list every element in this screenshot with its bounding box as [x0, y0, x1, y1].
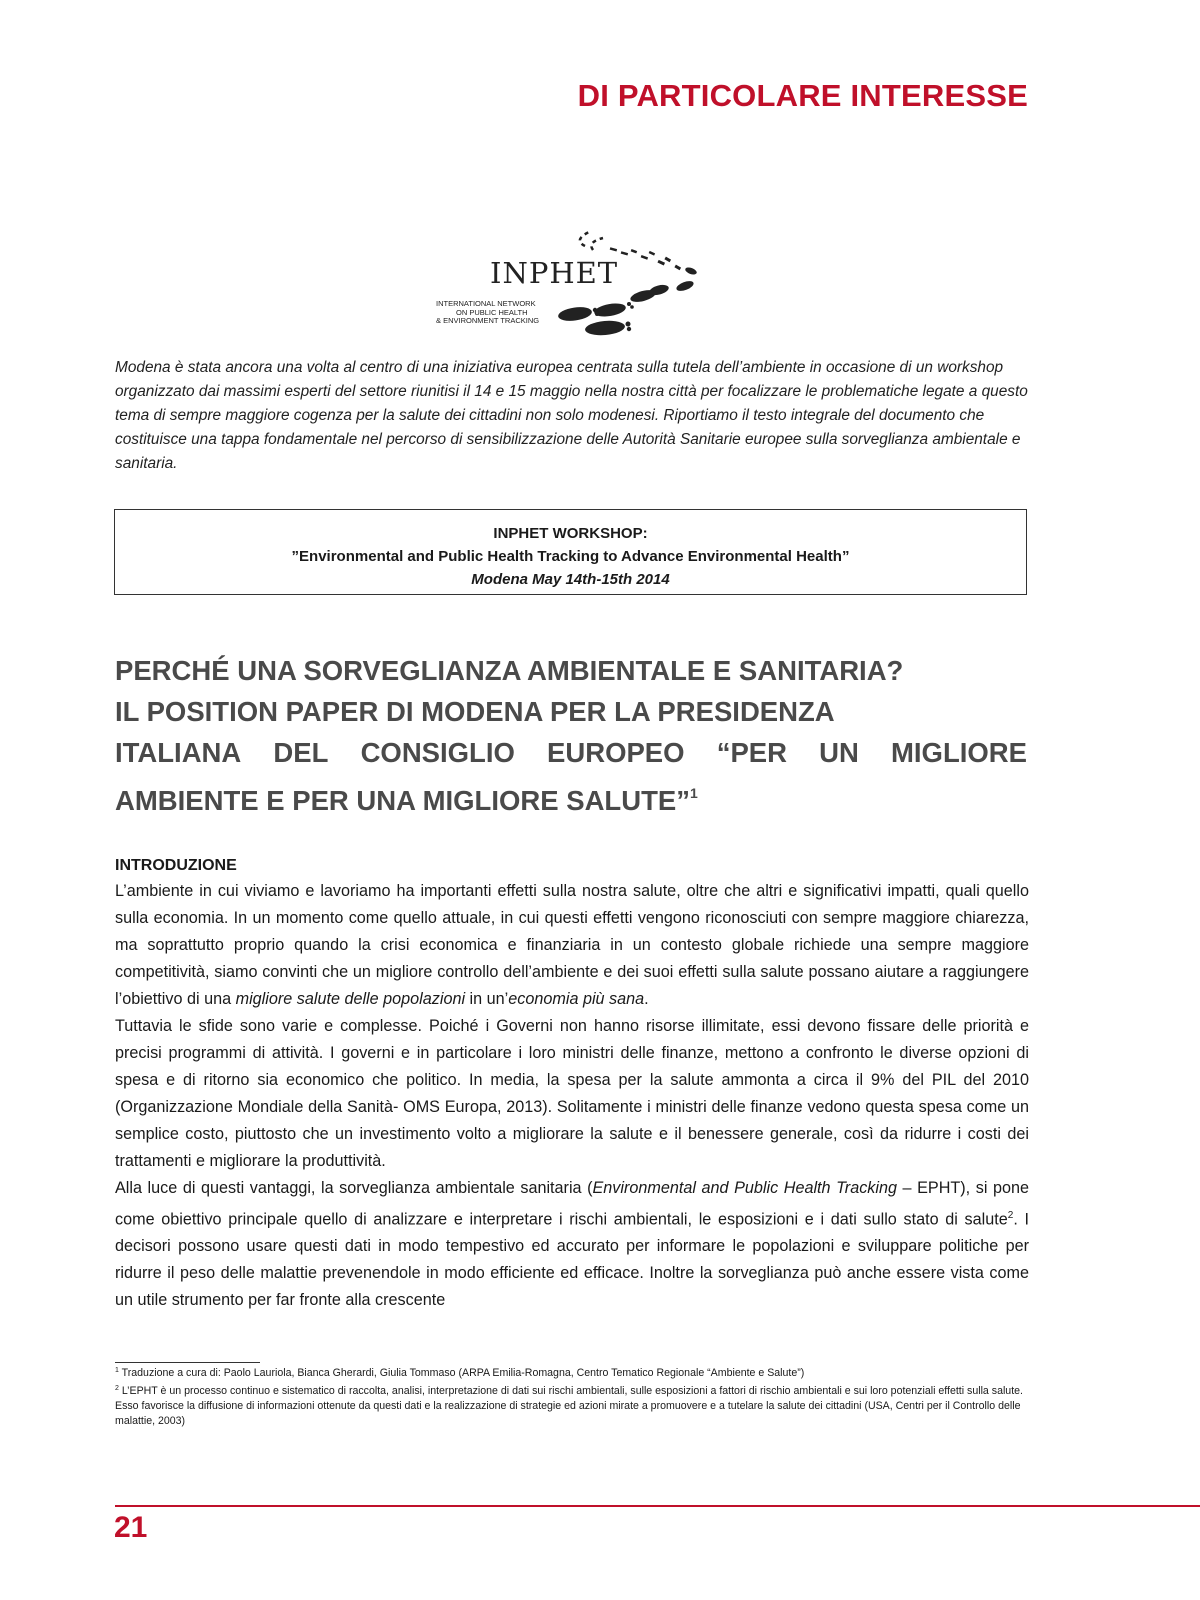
logo-subtitle: INTERNATIONAL NETWORK ON PUBLIC HEALTH & ENVIRONMENT TRACKING	[436, 299, 540, 325]
article-title	[115, 650, 1030, 821]
section-header: DI PARTICOLARE INTERESSE	[577, 78, 1028, 113]
logo-wordmark: INPHET	[490, 256, 619, 290]
footnote-marker: 2	[1007, 1210, 1014, 1221]
intro-paragraph: Modena è stata ancora una volta al centro di una iniziativa europea centrata sulla tutela dell’ambiente in occasione di un workshop organizzato dai massimi esperti del settore riunitisi il 14 e 15 maggio nella nostra città per focalizzare le problematiche legate a questo tema di sempre maggiore cogenza per la salute dei cittadini non solo modenesi. Riportiamo il testo integrale del documento che costituisce una tappa fondamentale nel percorso di sensibilizzazione delle Autorità Sanitarie europee sulla sorveglianza ambientale e sanitaria.	[115, 359, 1028, 472]
footnotes	[115, 1363, 1029, 1429]
footer-divider	[115, 1505, 1200, 1507]
title-line-2: IL POSITION PAPER DI MODENA PER LA PRESIDENZA	[115, 696, 835, 727]
workshop-box	[114, 509, 1027, 595]
footnote-1: $^1$ Traduzione a cura di: Paolo Lauriola, Bianca Gherardi, Giulia Tommaso (ARPA Emilia-Romagna, Centro Tematico Regionale “Ambiente e Salute”)	[115, 1367, 805, 1379]
article-body	[115, 854, 1029, 1314]
workshop-title: INPHET WORKSHOP:	[493, 525, 648, 542]
title-line-1: PERCHÉ UNA SORVEGLIANZA AMBIENTALE E SANITARIA?	[115, 655, 904, 686]
workshop-subtitle: ”Environmental and Public Health Tracking to Advance Environmental Health”	[291, 548, 850, 565]
paragraph-3: Alla luce di questi vantaggi, la sorveglianza ambientale sanitaria (Environmental and Public Health Tracking – EPHT), si pone come obiettivo principale quello di analizzare e interpretare i rischi ambientali, le esposizioni e i dati sullo stato di salute$^2$. I decisori possono usare questi dati in modo tempestivo ed accurato per informare le popolazioni e sviluppare politiche per ridurre il peso delle malattie prevenendole in modo efficiente ed efficace. Inoltre la sorveglianza può anche essere vista come un utile strumento per far fronte alla crescente	[115, 1179, 1029, 1310]
paragraph-1: L’ambiente in cui viviamo e lavoriamo ha importanti effetti sulla nostra salute, oltre che altri e significativi impatti, quali quello sulla economia. In un momento come quello attuale, in cui questi effetti vengono riconosciuti con sempre maggiore chiarezza, ma soprattutto proprio quando la crisi economica e finanziaria in un contesto globale richiede una sempre maggiore competitività, siamo convinti che un migliore controllo dell’ambiente e dei suoi effetti sulla salute possano aiutare a raggiungere l’obiettivo di una migliore salute delle popolazioni in un’economia più sana.	[115, 882, 1029, 1008]
page-number: 21	[114, 1511, 148, 1544]
section-heading: INTRODUZIONE	[115, 857, 237, 874]
inphet-logo	[435, 228, 715, 340]
workshop-date: Modena May 14th-15th 2014	[471, 571, 670, 588]
title-line-3: ITALIANA DEL CONSIGLIO EUROPEO “PER UN MIGLIORE	[115, 737, 1027, 768]
footnote-marker: 1	[689, 785, 698, 801]
paragraph-2: Tuttavia le sfide sono varie e complesse. Poiché i Governi non hanno risorse illimitate, essi devono fissare delle priorità e precisi programmi di attività. I governi e in particolare i loro ministri delle finanze, mettono a confronto le diverse opzioni di spesa e di ritorno sia economico che politico. In media, la spesa per la salute ammonta a circa il 9% del PIL del 2010 (Organizzazione Mondiale della Sanità- OMS Europa, 2013). Solitamente i ministri delle finanze vedono questa spesa come un semplice costo, piuttosto che un investimento volto a migliorare la salute e il benessere generale, così da ridurre i costi dei trattamenti e migliorare la produttività.	[115, 1017, 1029, 1170]
footnote-2: $^2$ L’EPHT è un processo continuo e sistematico di raccolta, analisi, interpretazione di dati sui rischi ambientali, sulle esposizioni a fattori di rischio ambientali e sui loro potenziali effetti sulla salute. Esso favorisce la diffusione di informazioni ottenute da questi dati e la realizzazione di strategie ed azioni mirate a promuovere e a tutelare la salute dei cittadini (USA, Centri per il Controllo delle malattie, 2003)	[115, 1385, 1023, 1427]
title-line-4: AMBIENTE E PER UNA MIGLIORE SALUTE”$^1$	[115, 785, 698, 816]
